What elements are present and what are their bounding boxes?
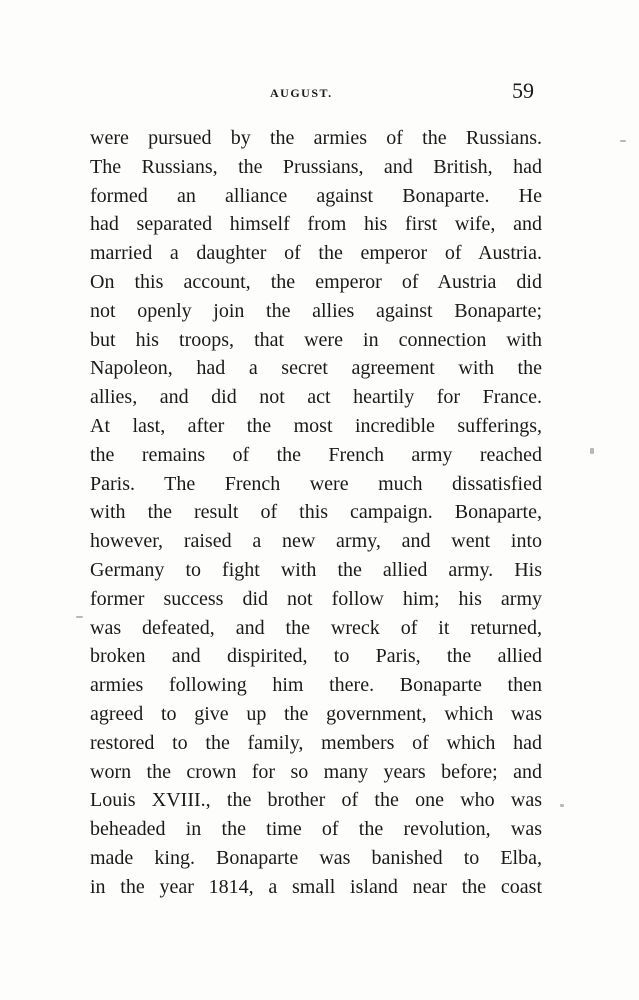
text-line: with the result of this campaign. Bonaparte, [90,501,542,524]
text-line: had separated himself from his first wife, and [90,213,542,236]
text-line: formed an alliance against Bonaparte. He [90,184,542,207]
text-line: however, raised a new army, and went into [90,530,542,553]
text-line: but his troops, that were in connection with [90,328,542,351]
text-line: restored to the family, members of which had [90,731,542,754]
scan-speck [76,616,83,618]
text-line: in the year 1814, a small island near the coast [90,875,542,898]
text-line: were pursued by the armies of the Russians. [90,127,542,149]
running-head: AUGUST. [270,86,333,100]
text-line: Napoleon, had a secret agreement with the [90,357,542,380]
text-line: agreed to give up the government, which was [90,702,542,725]
text-line: Louis XVIII., the brother of the one who was [90,789,542,812]
text-line: Paris. The French were much dissatisfied [90,472,542,495]
text-line: Germany to fight with the allied army. His [90,558,542,581]
text-line: not openly join the allies against Bonaparte; [90,299,542,322]
text-line: On this account, the emperor of Austria did [90,270,542,293]
text-line: allies, and did not act heartily for France. [90,386,542,409]
text-line: beheaded in the time of the revolution, was [90,818,542,841]
scan-speck [560,804,564,807]
text-line: former success did not follow him; his army [90,587,542,610]
scan-speck [590,448,594,454]
page-number: 59 [512,78,534,103]
text-line: At last, after the most incredible sufferings, [90,414,542,437]
text-line: worn the crown for so many years before; and [90,760,542,783]
text-line: the remains of the French army reached [90,443,542,466]
text-line: was defeated, and the wreck of it returned, [90,616,542,639]
text-line: married a daughter of the emperor of Austria. [90,242,542,265]
body-text [90,124,542,902]
text-line: broken and dispirited, to Paris, the allied [90,645,542,668]
text-line: The Russians, the Prussians, and British, had [90,155,542,178]
text-line: armies following him there. Bonaparte then [90,674,542,697]
scan-speck [620,140,626,142]
text-line: made king. Bonaparte was banished to Elba, [90,846,542,869]
